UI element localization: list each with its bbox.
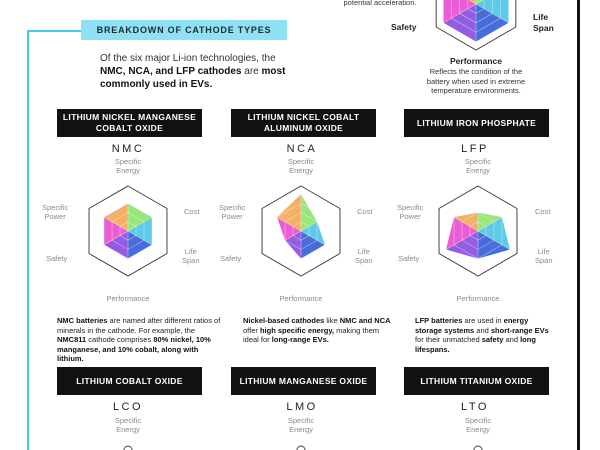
axis-label-specific-energy: Specific Energy [464, 416, 492, 434]
cathode-title-nca: LITHIUM NICKEL COBALT ALUMINUM OXIDE [231, 109, 376, 137]
axis-label-safety: Safety [46, 254, 68, 263]
cathode-title-lmo: LITHIUM MANGANESE OXIDE [231, 367, 376, 395]
cathode-desc-nca: Nickel-based cathodes like NMC and NCA offer high specific energy, making them ideal for long-range EVs. [243, 316, 391, 344]
legend-performance-desc: Reflects the condition of the battery when used in extreme temperature environments. [426, 67, 526, 95]
axis-label-cost: Cost [357, 207, 373, 216]
axis-label-safety: Safety [220, 254, 242, 263]
axis-label-specific-energy: Specific Energy [114, 416, 142, 434]
axis-label-specific-energy: Specific Energy [287, 157, 315, 175]
axis-label-performance: Performance [456, 294, 500, 303]
radar-top-stub [124, 446, 132, 450]
cathode-title-lto: LITHIUM TITANIUM OXIDE [404, 367, 549, 395]
axis-label-life-span: Life Span [535, 247, 553, 265]
axis-label-specific-energy: Specific Energy [287, 416, 315, 434]
cathode-desc-lfp: LFP batteries are used in energy storage systems and short-range EVs for their unmatched safety and long lifespans. [415, 316, 549, 354]
axis-label-life-span: Life Span [182, 247, 200, 265]
radar-top-stub [297, 446, 305, 450]
axis-label-specific-power: Specific Power [397, 203, 424, 221]
section-title: BREAKDOWN OF CATHODE TYPES [81, 20, 287, 40]
legend-performance-title: Performance [450, 56, 502, 66]
axis-label-life-span: Life Span [355, 247, 373, 265]
legend-life-span-label: Life Span [533, 12, 554, 33]
intro-text: Of the six major Li-ion technologies, the NMC, NCA, and LFP cathodes are most commonly used in EVs. [100, 53, 286, 90]
cathode-desc-nmc: NMC batteries are named after different ratios of minerals in the cathode. For example, the NMC811 cathode comprises 80% nickel, 10% manganese, and 10% cobalt, along with lithium. [57, 316, 221, 363]
axis-label-cost: Cost [184, 207, 200, 216]
cathode-abbr-lfp: LFP [461, 143, 489, 155]
cathode-abbr-lmo: LMO [286, 401, 318, 413]
radar-top-stub [474, 446, 482, 450]
legend-safety-label: Safety [391, 22, 417, 32]
axis-label-performance: Performance [106, 294, 150, 303]
cathode-abbr-nmc: NMC [111, 143, 145, 155]
axis-label-specific-energy: Specific Energy [464, 157, 492, 175]
cathode-abbr-lto: LTO [461, 401, 489, 413]
cathode-abbr-lco: LCO [112, 401, 144, 413]
axis-label-specific-power: Specific Power [42, 203, 69, 221]
axis-label-cost: Cost [535, 207, 551, 216]
cathode-title-lco: LITHIUM COBALT OXIDE [57, 367, 202, 395]
axis-label-specific-energy: Specific Energy [114, 157, 142, 175]
cathode-title-nmc: LITHIUM NICKEL MANGANESE COBALT OXIDE [57, 109, 202, 137]
cathode-title-lfp: LITHIUM IRON PHOSPHATE [404, 109, 549, 137]
cathode-abbr-nca: NCA [286, 143, 318, 155]
axis-label-performance: Performance [279, 294, 323, 303]
axis-label-safety: Safety [398, 254, 420, 263]
axis-label-specific-power: Specific Power [219, 203, 246, 221]
legend-top-note: potential acceleration. [343, 0, 417, 7]
